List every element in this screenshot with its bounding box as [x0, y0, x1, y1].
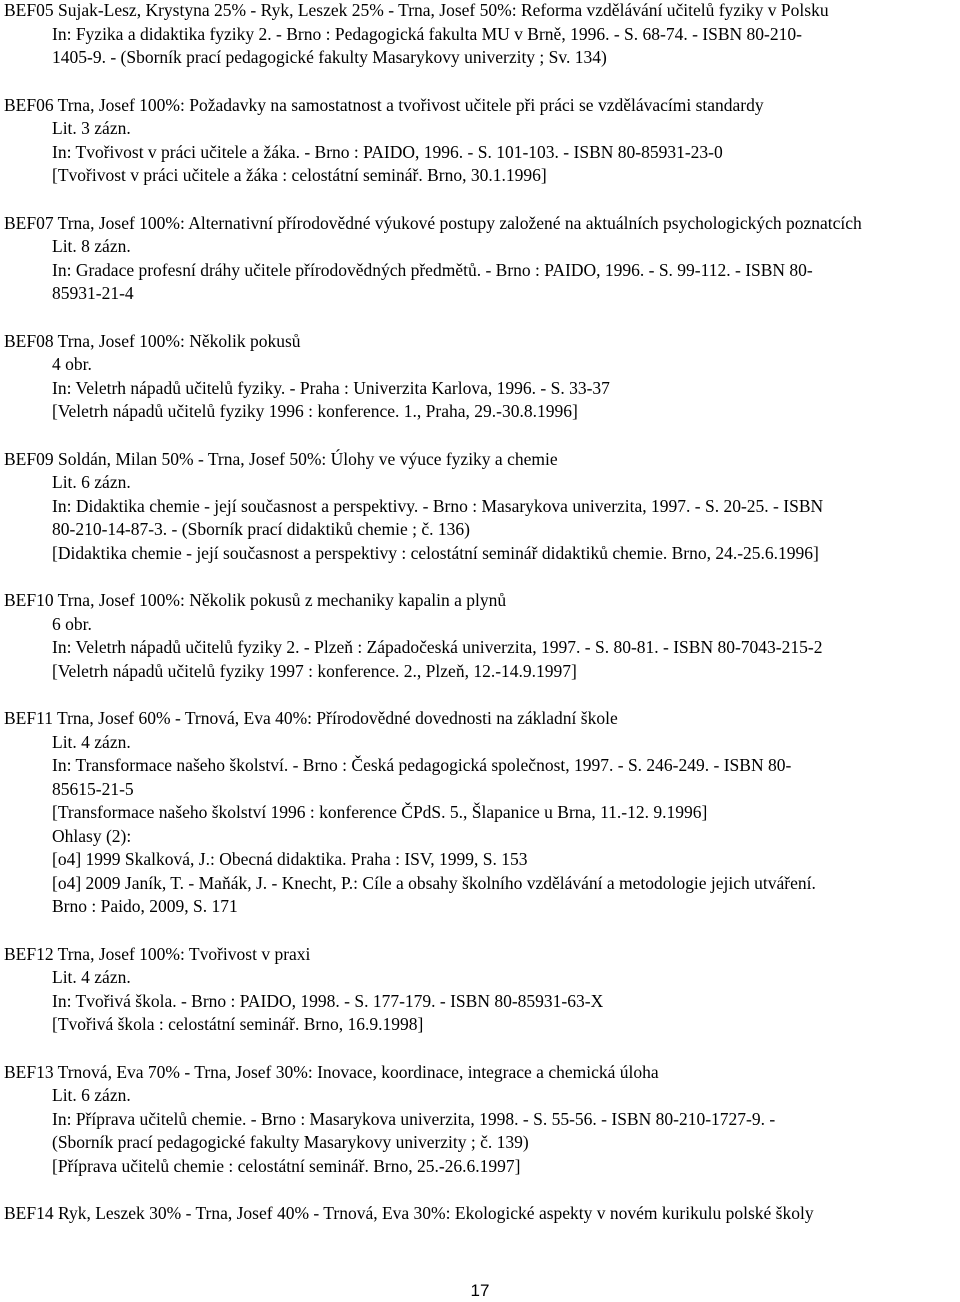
entry-literature: Lit. 4 zázn. — [52, 967, 131, 987]
entry-source: In: Didaktika chemie - její současnost a perspektivy. - Brno : Masarykova univerzita, 1997. - S. 20-25. - ISBN — [52, 495, 824, 516]
entry-source: In: Příprava učitelů chemie. - Brno : Masarykova univerzita, 1998. - S. 55-56. - ISBN 80-210-1727-9. - — [52, 1108, 776, 1129]
page-number: 17 — [470, 1281, 490, 1300]
entry-source: (Sborník prací pedagogické fakulty Masarykovy univerzity ; č. 139) — [52, 1132, 529, 1152]
entry-conference: [Tvořivá škola : celostátní seminář. Brno, 16.9.1998] — [52, 1014, 424, 1034]
entry-citation: [o4] 1999 Skalková, J.: Obecná didaktika. Praha : ISV, 1999, S. 153 — [52, 849, 528, 869]
entry-title: BEF05 Sujak-Lesz, Krystyna 25% - Ryk, Leszek 25% - Trna, Josef 50%: Reforma vzdělávání učitelů fyziky v Polsku — [4, 0, 829, 20]
entry-source: 85615-21-5 — [52, 778, 134, 799]
entry-literature: Lit. 3 zázn. — [52, 118, 131, 138]
entry-title: BEF08 Trna, Josef 100%: Několik pokusů — [4, 330, 301, 351]
entry-bef13 — [4, 1061, 958, 1179]
entry-title: BEF13 Trnová, Eva 70% - Trna, Josef 30%: Inovace, koordinace, integrace a chemická úloha — [4, 1061, 659, 1082]
entry-bef12 — [4, 943, 958, 1037]
entry-conference: [Veletrh nápadů učitelů fyziky 1997 : konference. 2., Plzeň, 12.-14.9.1997] — [52, 660, 577, 681]
entry-conference: [Tvořivost v práci učitele a žáka : celostátní seminář. Brno, 30.1.1996] — [52, 165, 547, 185]
entry-source: 80-210-14-87-3. - (Sborník prací didaktiků chemie ; č. 136) — [52, 519, 470, 539]
entry-bef07 — [4, 212, 958, 306]
entry-bef10 — [4, 589, 958, 683]
entry-bef05 — [4, 0, 958, 70]
entry-source: 1405-9. - (Sborník prací pedagogické fakulty Masarykovy univerzity ; Sv. 134) — [52, 47, 607, 67]
entry-conference: [Veletrh nápadů učitelů fyziky 1996 : konference. 1., Praha, 29.-30.8.1996] — [52, 401, 578, 421]
entry-citation: [o4] 2009 Janík, T. - Maňák, J. - Knecht, P.: Cíle a obsahy školního vzdělávání a metodologie jejich utváření. — [52, 872, 816, 893]
entry-source: In: Fyzika a didaktika fyziky 2. - Brno : Pedagogická fakulta MU v Brně, 1996. - S. 68-74. - ISBN 80-210- — [52, 23, 802, 44]
entry-literature: Lit. 4 zázn. — [52, 731, 131, 752]
entry-source: In: Tvořivá škola. - Brno : PAIDO, 1998. - S. 177-179. - ISBN 80-85931-63-X — [52, 990, 604, 1011]
entry-title: BEF11 Trna, Josef 60% - Trnová, Eva 40%: Přírodovědné dovednosti na základní škole — [4, 708, 618, 728]
entry-conference: [Didaktika chemie - její současnost a perspektivy : celostátní seminář didaktiků chemie. Brno, 24.-25.6.1996] — [52, 542, 819, 563]
entry-title: BEF10 Trna, Josef 100%: Několik pokusů z mechaniky kapalin a plynů — [4, 590, 507, 610]
entry-title: BEF07 Trna, Josef 100%: Alternativní přírodovědné výukové postupy založené na aktuálních psychologických poznatcích — [4, 212, 862, 233]
entry-source: In: Transformace našeho školství. - Brno : Česká pedagogická společnost, 1997. - S. 246-249. - ISBN 80- — [52, 755, 792, 775]
entry-source: In: Tvořivost v práci učitele a žáka. - Brno : PAIDO, 1996. - S. 101-103. - ISBN 80-85931-23-0 — [52, 141, 723, 162]
entry-title: BEF09 Soldán, Milan 50% - Trna, Josef 50%: Úlohy ve výuce fyziky a chemie — [4, 448, 558, 469]
entry-source: 85931-21-4 — [52, 283, 134, 303]
entry-conference: [Transformace našeho školství 1996 : konference ČPdS. 5., Šlapanice u Brna, 11.-12. 9.1996] — [52, 802, 708, 822]
entry-bef11 — [4, 707, 958, 919]
entry-literature: Lit. 6 zázn. — [52, 1085, 131, 1105]
entry-citation: Brno : Paido, 2009, S. 171 — [52, 896, 238, 916]
entry-source: In: Veletrh nápadů učitelů fyziky 2. - Plzeň : Západočeská univerzita, 1997. - S. 80-81. - ISBN 80-7043-215-2 — [52, 637, 823, 657]
entry-source: In: Gradace profesní dráhy učitele přírodovědných předmětů. - Brno : PAIDO, 1996. - S. 99-112. - ISBN 80- — [52, 259, 813, 280]
entry-source: In: Veletrh nápadů učitelů fyziky. - Praha : Univerzita Karlova, 1996. - S. 33-37 — [52, 377, 610, 398]
entry-bef06 — [4, 94, 958, 188]
bibliography-list — [4, 0, 958, 1250]
entry-title: BEF12 Trna, Josef 100%: Tvořivost v praxi — [4, 943, 311, 964]
entry-figures: 6 obr. — [52, 613, 92, 634]
entry-bef08 — [4, 330, 958, 424]
entry-figures: 4 obr. — [52, 354, 92, 374]
entry-literature: Lit. 8 zázn. — [52, 236, 131, 256]
entry-citations-heading: Ohlasy (2): — [52, 825, 132, 846]
entry-title: BEF14 Ryk, Leszek 30% - Trna, Josef 40% - Trnová, Eva 30%: Ekologické aspekty v novém kurikulu polské školy — [4, 1203, 814, 1223]
entry-literature: Lit. 6 zázn. — [52, 472, 131, 492]
entry-bef09 — [4, 448, 958, 566]
entry-bef14 — [4, 1202, 958, 1226]
entry-title: BEF06 Trna, Josef 100%: Požadavky na samostatnost a tvořivost učitele při práci se vzdělávacími standardy — [4, 94, 764, 115]
entry-conference: [Příprava učitelů chemie : celostátní seminář. Brno, 25.-26.6.1997] — [52, 1155, 521, 1176]
